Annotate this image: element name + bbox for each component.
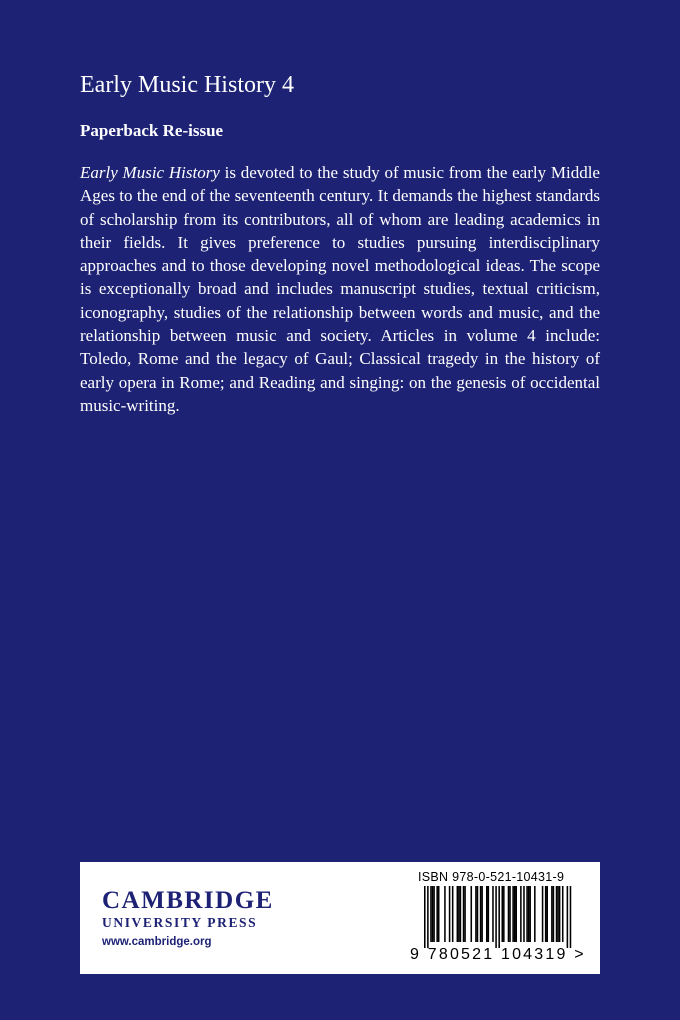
barcode-bar bbox=[488, 886, 490, 942]
publisher-name: CAMBRIDGE bbox=[102, 887, 274, 914]
barcode-bar bbox=[480, 886, 482, 942]
barcode-bar bbox=[508, 886, 510, 942]
barcode-bar bbox=[471, 886, 473, 942]
barcode-bar bbox=[463, 886, 465, 942]
barcode-bar bbox=[556, 886, 558, 942]
barcode-bar bbox=[523, 886, 525, 942]
barcode-bar bbox=[430, 886, 432, 942]
barcode-bar bbox=[481, 886, 483, 942]
barcode-bar bbox=[477, 886, 479, 942]
barcode-bar bbox=[551, 886, 553, 942]
barcode-bar bbox=[534, 886, 536, 942]
barcode-bar bbox=[570, 886, 572, 948]
publisher-subname: UNIVERSITY PRESS bbox=[102, 915, 258, 930]
barcode-bar bbox=[512, 886, 514, 942]
barcode-bar bbox=[546, 886, 548, 942]
barcode-bar bbox=[526, 886, 528, 942]
barcode-bar bbox=[432, 886, 434, 942]
book-title: Early Music History 4 bbox=[80, 72, 294, 98]
barcode-bar bbox=[475, 886, 477, 942]
barcode-bar bbox=[520, 886, 522, 942]
barcode-bar bbox=[567, 886, 569, 948]
barcode-bar bbox=[495, 886, 497, 948]
barcode-bar bbox=[542, 886, 544, 942]
barcode-bar bbox=[460, 886, 462, 942]
barcode-bar bbox=[452, 886, 454, 942]
barcode-bar bbox=[486, 886, 488, 942]
barcode-bar bbox=[545, 886, 547, 942]
barcode-bar bbox=[464, 886, 466, 942]
barcode-bar bbox=[449, 886, 451, 942]
barcode-bar bbox=[528, 886, 530, 942]
barcode-bar bbox=[492, 886, 494, 942]
barcode-bar bbox=[433, 886, 435, 942]
barcode-bar bbox=[457, 886, 459, 942]
edition-label: Paperback Re-issue bbox=[80, 121, 224, 140]
barcode-bar bbox=[562, 886, 564, 942]
barcode-bar bbox=[498, 886, 500, 948]
barcode-bar bbox=[514, 886, 516, 942]
publisher-logo bbox=[102, 888, 274, 949]
publisher-url: www.cambridge.org bbox=[102, 936, 212, 948]
barcode-bar bbox=[553, 886, 555, 942]
barcode-bar bbox=[444, 886, 446, 942]
barcode-block bbox=[410, 870, 590, 968]
barcode-bar bbox=[509, 886, 511, 942]
isbn-label: ISBN 978-0-521-10431-9 bbox=[418, 870, 565, 884]
description-series-name: Early Music History bbox=[80, 163, 220, 182]
barcode-bar bbox=[424, 886, 426, 948]
barcode-icon bbox=[410, 886, 590, 948]
barcode-bar bbox=[427, 886, 429, 948]
barcode-bar bbox=[502, 886, 504, 942]
book-description bbox=[80, 161, 600, 417]
barcode-bar bbox=[559, 886, 561, 942]
barcode-digits: 9 780521 104319 > bbox=[410, 946, 586, 963]
barcode-bar bbox=[557, 886, 559, 942]
barcode-bar bbox=[529, 886, 531, 942]
barcode-bar bbox=[436, 886, 438, 942]
barcode-bar bbox=[515, 886, 517, 942]
barcode-bar bbox=[458, 886, 460, 942]
barcode-bar bbox=[503, 886, 505, 942]
description-text: is devoted to the study of music from the early Middle Ages to the end of the seventeenth century. It demands the highest standards of scholarship from its contributors, all of whom are leading academics in their fields. It gives preference to studies pursuing interdisciplinary approaches and to those developing novel methodological ideas. The scope is exceptionally broad and includes manuscript studies, textual criticism, iconography, studies of the relationship between words and music, and the relationship between music and society. Articles in volume 4 include: Toledo, Rome and the legacy of Gaul; Classical tragedy in the history of early opera in Rome; and Reading and singing: on the genesis of occidental music-writing. bbox=[80, 163, 600, 415]
barcode-bar bbox=[438, 886, 440, 942]
publisher-panel bbox=[80, 862, 600, 974]
